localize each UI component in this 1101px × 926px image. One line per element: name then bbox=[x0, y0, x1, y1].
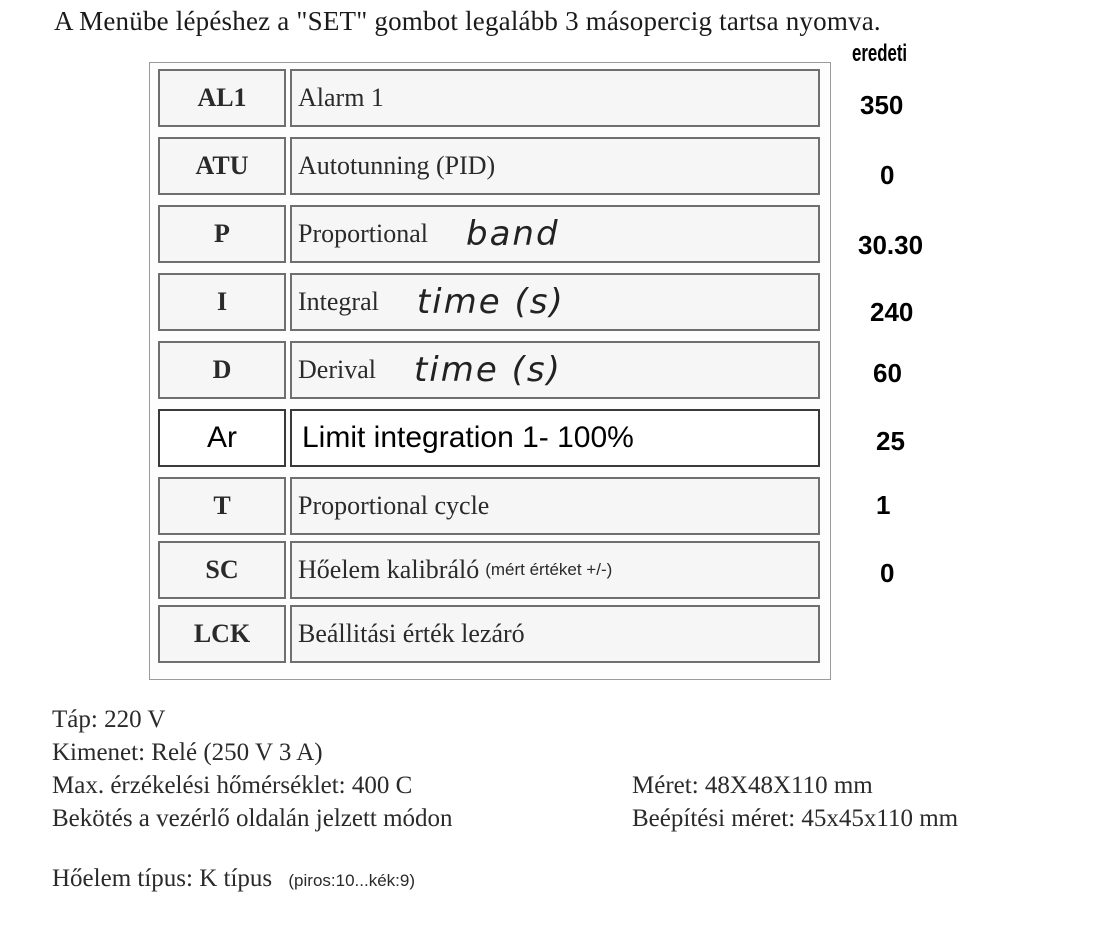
original-value: 25 bbox=[876, 426, 905, 456]
thermocouple-note: (piros:10...kék:9) bbox=[288, 871, 415, 890]
param-code: SC bbox=[158, 541, 286, 599]
param-code: LCK bbox=[158, 605, 286, 663]
spec-line: Beépítési méret: 45x45x110 mm bbox=[632, 805, 959, 832]
param-code: AL1 bbox=[158, 69, 286, 127]
param-description: Hőelem kalibráló (mért értéket +/-) bbox=[290, 541, 820, 599]
param-code: I bbox=[158, 273, 286, 331]
original-values-label: eredeti bbox=[852, 40, 908, 67]
original-value: 60 bbox=[873, 358, 902, 388]
handwritten-note: band bbox=[466, 214, 560, 254]
original-value: 0 bbox=[880, 558, 895, 588]
original-value: 0 bbox=[880, 160, 895, 190]
spec-line: Kimenet: Relé (250 V 3 A) bbox=[52, 739, 323, 766]
page-heading: A Menübe lépéshez a "SET" gombot legalább 3 másopercig tartsa nyomva. bbox=[54, 6, 881, 36]
original-value: 240 bbox=[870, 297, 914, 327]
spec-line: Táp: 220 V bbox=[52, 706, 166, 733]
param-description: Alarm 1 bbox=[290, 69, 820, 127]
param-description: Proportional cycle bbox=[290, 477, 820, 535]
param-code: ATU bbox=[158, 137, 286, 195]
thermocouple-type: Hőelem típus: K típus (piros:10...kék:9) bbox=[52, 865, 415, 892]
param-description: Limit integration 1- 100% bbox=[290, 409, 820, 467]
param-description: Derival time (s) bbox=[290, 341, 820, 399]
specs-left bbox=[52, 703, 453, 835]
param-description: Beállitási érték lezáró bbox=[290, 605, 820, 663]
parameter-table bbox=[149, 62, 831, 680]
param-code: P bbox=[158, 205, 286, 263]
param-code: Ar bbox=[158, 409, 286, 467]
param-code: T bbox=[158, 477, 286, 535]
original-value: 30.30 bbox=[858, 230, 924, 260]
param-note: (mért értéket +/-) bbox=[485, 560, 613, 579]
handwritten-note: time (s) bbox=[416, 282, 565, 322]
param-description: Autotunning (PID) bbox=[290, 137, 820, 195]
spec-line: Bekötés a vezérlő oldalán jelzett módon bbox=[52, 805, 453, 832]
specs-right bbox=[632, 769, 958, 835]
param-code: D bbox=[158, 341, 286, 399]
original-value: 350 bbox=[860, 90, 904, 120]
param-description: Integral time (s) bbox=[290, 273, 820, 331]
param-description: Proportional band bbox=[290, 205, 820, 263]
original-value: 1 bbox=[876, 490, 891, 520]
spec-line: Méret: 48X48X110 mm bbox=[632, 772, 873, 799]
handwritten-note: time (s) bbox=[413, 350, 562, 390]
spec-line: Max. érzékelési hőmérséklet: 400 C bbox=[52, 772, 413, 799]
